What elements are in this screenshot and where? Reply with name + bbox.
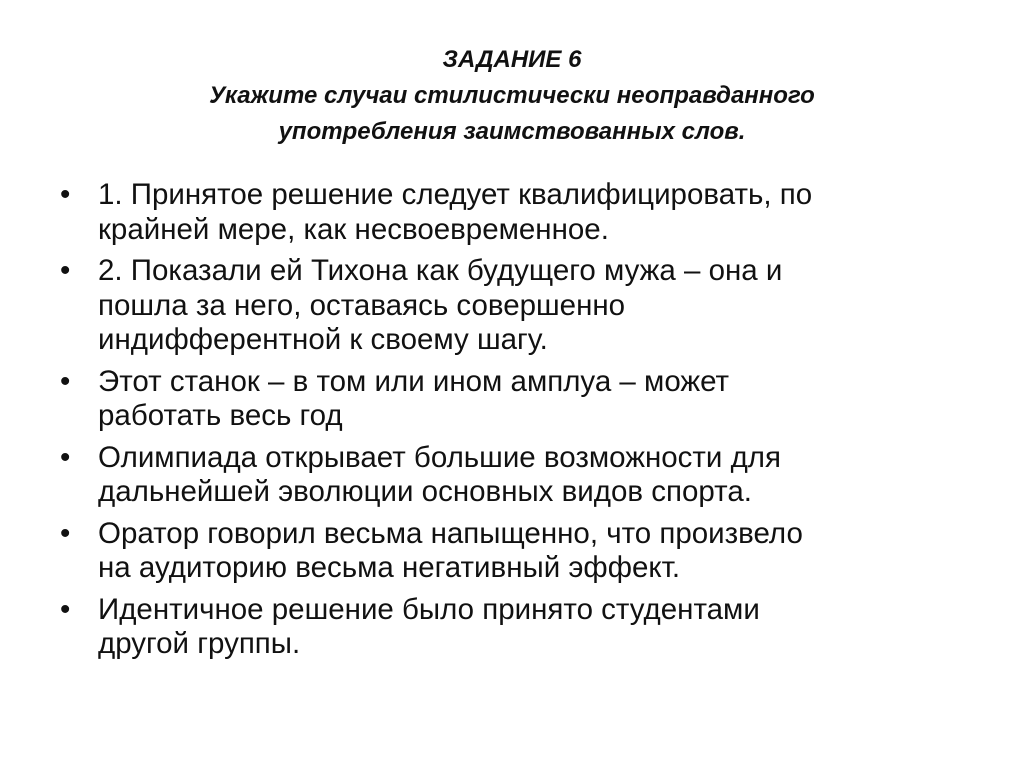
list-item-line: 2. Показали ей Тихона как будущего мужа – она и xyxy=(98,254,783,287)
list-item-text xyxy=(98,517,960,586)
list-item-line: 1. Принятое решение следует квалифицировать, по xyxy=(98,178,813,211)
bullet-icon: • xyxy=(60,254,71,287)
sentence-list xyxy=(60,178,960,669)
bullet-icon: • xyxy=(60,440,71,474)
list-item-line: Оратор говорил весьма напыщенно, что произвело xyxy=(98,516,803,550)
list-item-line: Олимпиада открывает большие возможности для xyxy=(98,440,781,474)
bullet-icon: • xyxy=(60,516,71,550)
list-item-text xyxy=(98,593,960,662)
title-line-instruction-cont: употребления заимствованных слов. xyxy=(278,118,746,145)
list-item-text xyxy=(98,254,960,358)
list-item-line: крайней мере, как несвоевременное. xyxy=(98,212,609,246)
title-line-task-number: ЗАДАНИЕ 6 xyxy=(442,46,582,73)
bullet-icon: • xyxy=(60,364,71,398)
list-item xyxy=(60,254,960,358)
list-item-line: пошла за него, оставаясь совершенно xyxy=(98,288,626,322)
list-item-line: Этот станок – в том или ином амплуа – может xyxy=(98,364,730,398)
list-item-line: Идентичное решение было принято студентами xyxy=(98,592,760,626)
list-item-line: дальнейшей эволюции основных видов спорта. xyxy=(98,475,752,508)
bullet-icon: • xyxy=(60,592,71,626)
list-item xyxy=(60,365,960,434)
bullet-icon: • xyxy=(60,178,71,211)
list-item xyxy=(60,178,960,247)
list-item-line: другой группы. xyxy=(98,627,301,660)
list-item-text xyxy=(98,441,960,510)
list-item xyxy=(60,441,960,510)
list-item-line: индифферентной к своему шагу. xyxy=(98,323,548,356)
list-item-line: на аудиторию весьма негативный эффект. xyxy=(98,551,681,584)
list-item xyxy=(60,593,960,662)
list-item-line: работать весь год xyxy=(98,399,343,432)
slide-title xyxy=(0,42,1024,150)
list-item-text xyxy=(98,178,960,247)
list-item xyxy=(60,517,960,586)
title-line-instruction: Укажите случаи стилистически неоправданного xyxy=(209,82,815,109)
list-item-text xyxy=(98,365,960,434)
